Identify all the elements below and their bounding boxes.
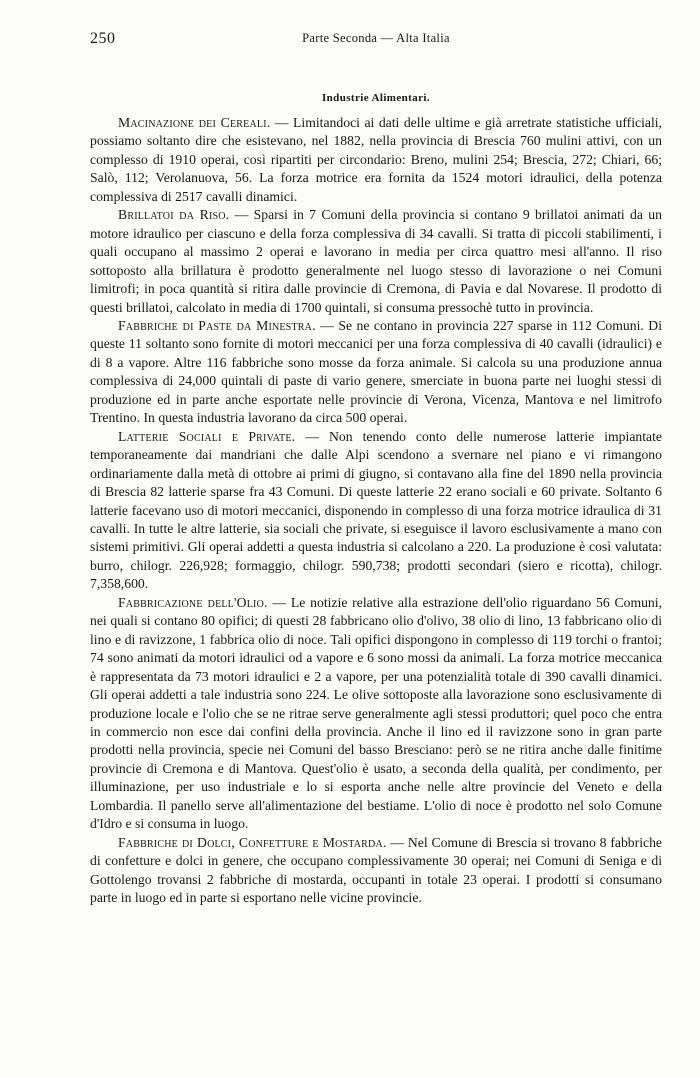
paragraph-lead: Macinazione dei Cereali. — [118, 115, 271, 130]
paragraph-lead: Brillatoi da Riso. — [118, 207, 230, 223]
paragraph-brillatoi-riso — [90, 206, 662, 317]
paragraph-text: — Le notizie relative alla estrazione dell'olio riguardano 56 Comuni, nei quali si contano 80 opifici; di questi 28 fabbricano olio d'olivo, 38 olio di lino, 13 fabbricano olio di lino e di ravizzone, 1 fabbrica olio di noce. Tali opifici dispongono in complesso di 119 torchi o frantoi; 74 sono animati da motori idraulici od a vapore e 6 sono mossi da animali. La forza motrice meccanica è rappresentata da 73 motori idraulici e 2 a vapore, per una potenzialità totale di 390 cavalli dinamici. Gli operai addetti a tale industria sono 224. Le olive sottoposte alla lavorazione sono esclusivamente di produzione locale e l'olio che se ne ritrae serve generalmente agli stessi produttori; quel poco che entra in commercio non esce dai confini della provincia. Anche il lino ed il ravizzone sono in gran parte prodotti nella provincia, specie nei Comuni del basso Bresciano: però se ne ritira anche dalle finitime provincie di Cremona e di Mantova. Quest'olio è usato, a seconda della qualità, per condimento, per illuminazione, per uso industriale e lo si esporta anche nelle altre provincie del Veneto e della Lombardia. Il panello serve all'alimentazione del bestiame. L'olio di noce è prodotto nel solo Comune d'Idro e si consuma in luogo. — [90, 594, 662, 832]
paragraph-lead: Fabbricazione dell'Olio. — [118, 594, 268, 610]
paragraph-text: — Non tenendo conto delle numerose latterie impiantate temporaneamente dai mandriani che dalle Alpi scendono a svernare nel piano e vi rimangono ordinariamente dalla metà di ottobre ai primi di giugno, si contavano alla fine del 1890 nella provincia di Brescia 82 latterie sparse fra 43 Comuni. Di queste latterie 22 erano sociali e 60 private. Soltanto 6 latterie facevano uso di motori meccanici, disponendo in complesso di una forza motrice idraulica di 31 cavalli. In tutte le altre latterie, sia sociali che private, si eseguisce il lavoro esclusivamente a mano con sistemi primitivi. Gli operai addetti a questa industria si calcolano a 220. La produzione è così valutata: burro, chilogr. 226,928; formaggio, chilogr. 590,738; prodotti secondari (siero e ricotta), chilogr. 7,358,600. — [90, 428, 662, 592]
page-number: 250 — [90, 30, 116, 47]
paragraph-lead: Fabbriche di Dolci, Confetture e Mostarda. — [118, 834, 387, 850]
body-text — [90, 114, 662, 907]
running-head — [90, 30, 662, 52]
paragraph-lead: Fabbriche di Paste da Minestra. — [118, 317, 316, 333]
paragraph-lead: Latterie Sociali e Private. — [118, 428, 296, 444]
paragraph-text: — Se ne contano in provincia 227 sparse in 112 Comuni. Di queste 11 soltanto sono fornite di motori meccanici per una forza complessiva di 40 cavalli (idraulici) e di 8 a vapore. Altre 116 fabbriche sono mosse da forza animale. Si calcola su una produzione annua complessiva di 24,000 quintali di paste di vario genere, smerciate in buona parte nei luoghi stessi di produzione ed in parte anche esportate nelle provincie di Verona, Vicenza, Mantova e nel limitrofo Trentino. In questa industria lavorano da circa 500 operai. — [90, 317, 662, 426]
paragraph-macinazione-cereali — [90, 114, 662, 206]
section-heading: Industrie Alimentari. — [321, 92, 430, 104]
paragraph-text: — Nel Comune di Brescia si trovano 8 fabbriche di confetture e dolci in genere, che occupano complessivamente 30 operai; nei Comuni di Seniga e di Gottolengo trovansi 2 fabbriche di mostarda, occupanti in totale 23 operai. I prodotti si consumano parte in luogo ed in parte si esportano nelle vicine provincie. — [90, 834, 662, 906]
running-title: Parte Seconda — Alta Italia — [302, 31, 450, 45]
paragraph-paste-minestra — [90, 317, 662, 428]
paragraph-latterie — [90, 428, 662, 594]
paragraph-text: — Limitandoci ai dati delle ultime e già arretrate statistiche ufficiali, possiamo soltanto dire che esistevano, nel 1882, nella provincia di Brescia 760 mulini attivi, con un complesso di 1910 operai, così ripartiti per circondario: Breno, mulini 254; Brescia, 272; Chiari, 66; Salò, 112; Verolanuova, 56. La forza motrice era fornita da 1524 motori idraulici, della potenza complessiva di 2517 cavalli dinamici. — [90, 115, 662, 204]
paragraph-olio — [90, 594, 662, 834]
paragraph-dolci-confetture — [90, 834, 662, 908]
paragraph-text: — Sparsi in 7 Comuni della provincia si contano 9 brillatoi animati da un motore idraulico per ciascuno e della forza complessiva di 34 cavalli. Si tratta di piccoli stabilimenti, i quali occupano al massimo 2 operai e lavorano in media per circa quattro mesi all'anno. Il riso sottoposto alla brillatura è prodotto generalmente nel luogo stesso di lavorazione o nei Comuni limitrofi; in poca quantità si ritira dalle provincie di Cremona, di Pavia e dal Novarese. Il prodotto di questi brillatoi, calcolato in media di 1700 quintali, si consuma pressochè tutto in provincia. — [90, 207, 662, 315]
